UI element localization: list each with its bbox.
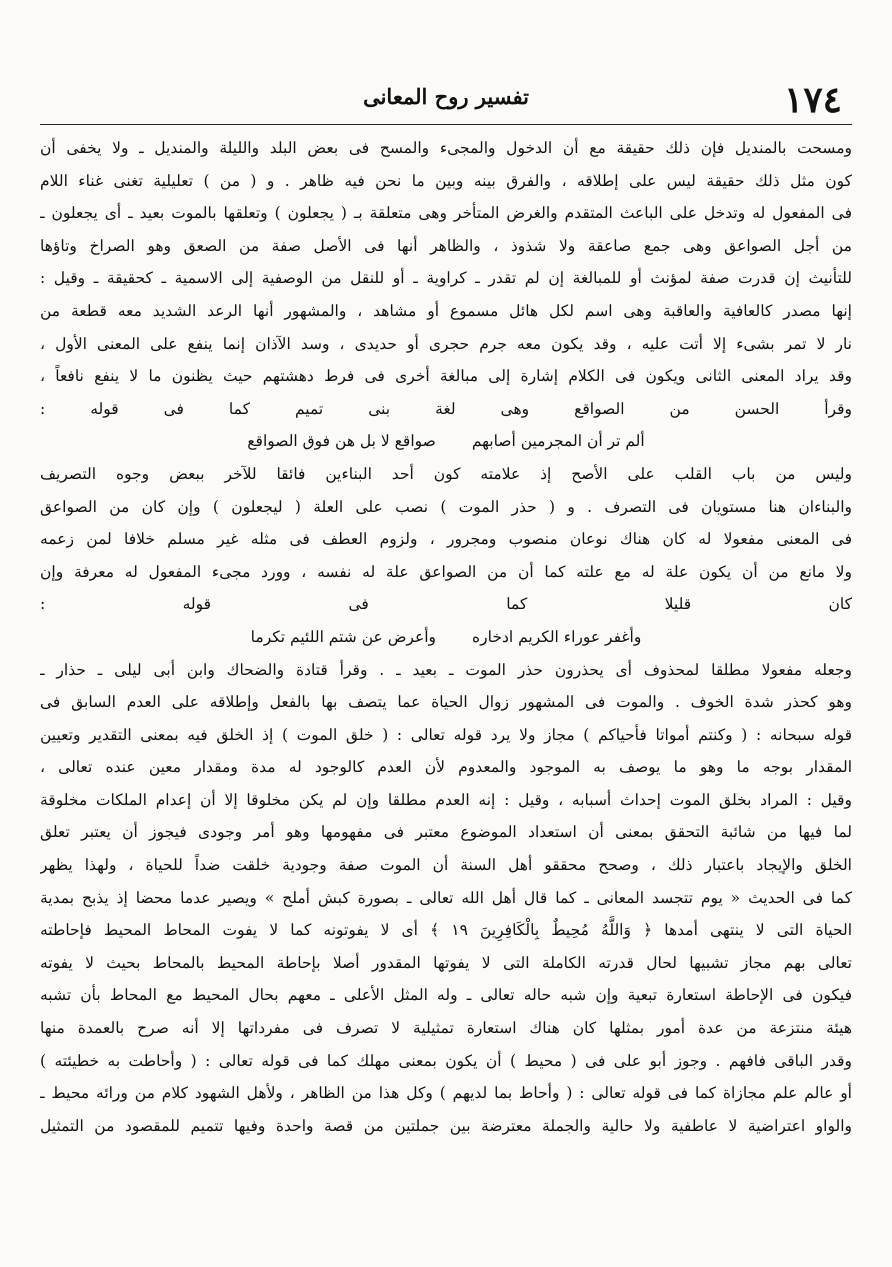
page-number: ١٧٤ <box>783 79 842 121</box>
verse-hemistich: صواقع لا بل هن فوق الصواقع <box>247 432 436 451</box>
text-line: كان قليلا كما فى قوله : <box>40 595 852 614</box>
text-line: تعالى بهم مجاز تشبيها لحال قدرته الكاملة التى لا يفوتها المقدور أصلا بإحاطة المحيط بالمحاط بحيث لا يفوته <box>40 953 852 972</box>
text-line: كما فى الحديث « يوم تتجسد المعانى ـ كما قال أهل الله تعالى ـ بصورة كبش أملح » ويصير عدما محضا إذ يذبح بمدية <box>40 888 852 907</box>
text-line: الحياة التى لا ينتهى أمدها ﴿ وَاللَّهُ مُحِيطٌ بِالْكَافِرِينَ ١٩ ﴾ أى لا يفوتونه كما لا يفوت المحاط المحيط فإحاطته <box>40 921 852 940</box>
running-title: تفسير روح المعانى <box>363 84 529 109</box>
text-line: وقيل : المراد بخلق الموت إحداث أسبابه ، وقيل : إنه العدم مطلقا وإن لم يكن مخلوقا إلا أن إعدام الملكات مخلوقة <box>40 790 852 809</box>
text-line: والواو اعتراضية لا عاطفية ولا حالية والجملة معترضة بين جملتين من قصة واحدة وفيها تتميم للمقصود من التمثيل <box>40 1116 852 1135</box>
text-line: فى المعنى مفعولا له كان هناك نوعان منصوب ومجرور ، ولزوم العطف فى مثله غير مسلم خلافا لمن زعمه <box>40 530 852 549</box>
poetry-verse <box>40 425 852 458</box>
text-line: هيئة منتزعة من عدة أمور بمثلها كان هناك استعارة تمثيلية لا تصرف فى مفرداتها إلا أنه صرح بالعمدة منها <box>40 1019 852 1038</box>
text-line: للتأنيث إن قدرت صفة لمؤنث أو للمبالغة إن لم تقدر ـ كراوية ـ أو للنقل من الوصفية إلى الاسمية ـ كحقيقة ـ وقيل : <box>40 269 852 288</box>
text-line: إنها مصدر كالعافية والعاقبة وهى اسم لكل هائل مسموع أو مشاهد ، والمشهور أنها الرعد الشديد معه قطعة من <box>40 301 852 320</box>
text-line: الخلق والإيجاد باعتبار ذلك ، وصحح محققو أهل السنة أن الموت صفة وجودية خلقت ضداً للحياة ، ولهذا يظهر <box>40 856 852 875</box>
text-line: من أجل الصواعق وهى جمع صاعقة ولا شذوذ ، والظاهر أنها فى الأصل صفة من الصعق وهو الصراخ وتاؤها <box>40 236 852 255</box>
text-line: ومسحت بالمنديل فإن ذلك حقيقة مع أن الدخول والمجىء والمسح فى بعض البلد والليلة والمنديل ـ ولا يخفى أن <box>40 139 852 157</box>
text-line: والبناءان هنا مستويان فى التصرف . و ( حذر الموت ) نصب على العلة ( ليجعلون ) وإن كان من الصواعق <box>40 497 852 516</box>
text-line: أو عالم علم مجازاة كما فى قوله تعالى : ( وأحاط بما لديهم ) وكل هذا من الظاهر ، ولأهل الشهود كلام من ورائه محيط ـ <box>40 1084 852 1103</box>
verse-hemistich: وأغفر عوراء الكريم ادخاره <box>472 627 642 646</box>
text-line: وليس من باب القلب على الأصح إذ علامته كون أحد البناءين فائقا للآخر ببعض وجوه التصريف <box>40 464 852 483</box>
poetry-verse <box>40 621 852 654</box>
text-line: لما فيها من شائبة التحقق بمعنى أن استعداد الموضوع معتبر فى مفهومها وهو أمر وجودى فيجوز أن يعتبر تعلق <box>40 823 852 842</box>
text-line: كون مثل ذلك حقيقة ليس على إطلاقه ، والفرق بينه وبين ما نحن فيه ظاهر . و ( من ) تعليلية تغنى غناء اللام <box>40 171 852 190</box>
text-line: وقرأ الحسن من الصواقع وهى لغة بنى تميم كما فى قوله : <box>40 399 852 418</box>
text-line: فى المفعول له وتدخل على الباعث المتقدم والغرض المتأخر وهى متعلقة بـ ( يجعلون ) وتعلقها بالموت بعيد ـ أى يجعلون ـ <box>40 204 852 223</box>
page-body-text <box>40 132 852 1243</box>
verse-hemistich: وأعرض عن شتم اللئيم تكرما <box>250 627 437 646</box>
verse-hemistich: ألم تر أن المجرمين أصابهم <box>471 432 645 451</box>
text-line: وقد يراد المعنى الثانى ويكون فى الكلام إشارة إلى مبالغة أخرى فى فرط دهشتهم حيث يظنون ما لا ينفع نافعاً ، <box>40 367 852 386</box>
text-line: فيكون فى الإحاطة استعارة تبعية وإن شبه حاله تعالى ـ وله المثل الأعلى ـ معهم بحال المحيط مع المحاط بأن تشبه <box>40 986 852 1005</box>
text-line: نار لا تمر بشىء إلا أتت عليه ، وقد يكون معه جرم حجرى أو حديدى ، وسد الآذان إنما ينفع على المعنى الأول ، <box>40 334 852 353</box>
page-header <box>40 78 852 125</box>
text-line: وجعله مفعولا مطلقا لمحذوف أى يحذرون حذر الموت ـ بعيد ـ . وقرأ قتادة والضحاك وابن أبى ليلى ـ حذار ـ <box>40 660 852 679</box>
text-line: وقدر الباقى فافهم . وجوز أبو على فى ( محيط ) أن يكون بمعنى مهلك كما فى قوله تعالى : ( وأحاطت به خطيئته ) <box>40 1051 852 1070</box>
text-line: ولا مانع من أن يكون علة له مع علته كما أن من الصواعق علة له نفسه ، وورد مجىء المفعول له معرفة وإن <box>40 562 852 581</box>
text-line: قوله سبحانه : ( وكنتم أمواتا فأحياكم ) مجاز ولا يرد قوله تعالى : ( خلق الموت ) إذ الخلق فيه بمعنى التقدير وتعيين <box>40 725 852 744</box>
text-line: وهو كحذر شدة الخوف . والموت فى المشهور زوال الحياة عما يتصف بها بالفعل وإطلاقه على العدم السابق فى <box>40 693 852 712</box>
text-line: المقدار بوجه ما وهو ما يوصف به الموجود والمعدوم لأن العدم كالوجود له مدة ومقدار معين عنده تعالى ، <box>40 758 852 777</box>
